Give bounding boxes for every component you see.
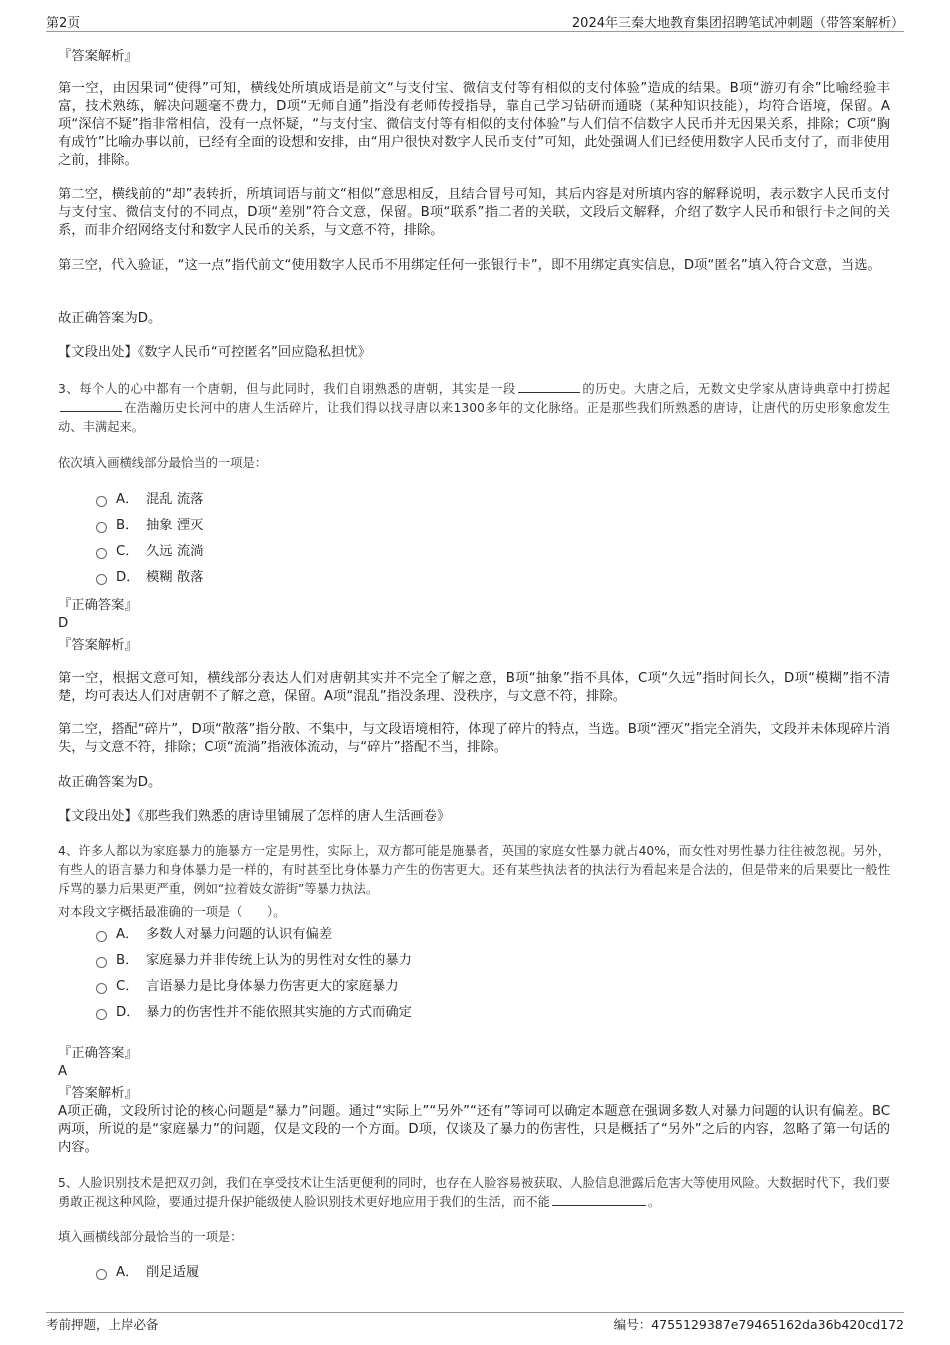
footer-slogan: 考前押题，上岸必备 (46, 1317, 159, 1332)
option-text: 削足适履 (146, 1265, 200, 1280)
q4-option-b[interactable] (96, 952, 412, 970)
option-text: 暴力的伤害性并不能依照其实施的方式而确定 (146, 1005, 412, 1020)
option-letter: D． (116, 1005, 140, 1020)
q2-source: 【文段出处】《数字人民币“可控匿名”回应隐私担忧》 (58, 345, 371, 360)
q3-answer-label: 『正确答案』 (58, 598, 138, 613)
q5-stem (58, 1174, 890, 1212)
q4-stem: 4、许多人都以为家庭暴力的施暴方一定是男性，实际上，双方都可能是施暴者，英国的家庭女性暴力就占40%，而女性对男性暴力往往被忽视。另外，有些人的语言暴力和身体暴力是一样的，有时甚至比身体暴力产生的伤害更大。还有某些执法者的执法行为看起来是合法的，但是带来的后果要比一般性斥骂的暴力后果更严重，例如“拉着妓女游街”等暴力执法。 (58, 844, 890, 896)
q3-option-c[interactable] (96, 543, 203, 561)
radio-icon[interactable] (96, 983, 107, 994)
q4-instruction: 对本段文字概括最准确的一项是（ ）。 (58, 905, 286, 919)
q4-option-a[interactable] (96, 926, 332, 944)
option-text: 模糊 散落 (146, 570, 204, 585)
option-text: 抽象 湮灭 (146, 518, 204, 533)
q4-option-c[interactable] (96, 978, 399, 996)
radio-icon[interactable] (96, 496, 107, 507)
q3-option-b[interactable] (96, 517, 203, 535)
option-text: 混乱 流落 (146, 492, 204, 507)
q3-analysis-p1: 第一空，根据文意可知，横线部分表达人们对唐朝其实并不完全了解之意，B项“抽象”指不具体，C项“久远”指时间长久，D项“模糊”指不清楚，均可表达人们对唐朝不了解之意，保留。A项“混乱”指没条理、没秩序，与文意不符，排除。 (58, 671, 890, 704)
q3-stem-part3: 在浩瀚历史长河中的唐人生活碎片，让我们得以找寻唐以来1300多年的文化脉络。正是那些我们所熟悉的唐诗，让唐代的历史形象愈发生动、丰满起来。 (58, 401, 890, 434)
q4-answer-label: 『正确答案』 (58, 1046, 138, 1061)
q2-analysis-label: 『答案解析』 (58, 49, 138, 64)
q2-analysis-p1: 第一空，由因果词“使得”可知，横线处所填成语是前文“与支付宝、微信支付等有相似的支付体验”造成的结果。B项“游刃有余”比喻经验丰富，技术熟练，解决问题毫不费力，D项“无师自通”指没有老师传授指导，靠自己学习钻研而通晓（某种知识技能），均符合语境，保留。A项“深信不疑”指非常相信，没有一点怀疑，“与支付宝、微信支付等有相似的支付体验”与人们信不信数字人民币并无因果关系，排除；C项“胸有成竹”比喻办事以前，已经有全面的设想和安排，由“用户很快对数字人民币支付”可知，此处强调人们已经使用数字人民币支付了，而非使用之前，排除。 (58, 81, 890, 168)
option-letter: A． (116, 1265, 139, 1280)
q5-blank (552, 1193, 646, 1206)
document-serial: 编号：4755129387e79465162da36b420cd172 (613, 1317, 904, 1332)
q3-conclusion: 故正确答案为D。 (58, 775, 162, 790)
option-letter: B． (116, 953, 139, 968)
option-letter: C． (116, 544, 139, 559)
q3-option-d[interactable] (96, 569, 203, 587)
q5-stem-part2: 。 (647, 1195, 661, 1209)
radio-icon[interactable] (96, 957, 107, 968)
document-title: 2024年三秦大地教育集团招聘笔试冲刺题（带答案解析） (571, 16, 904, 31)
radio-icon[interactable] (96, 1269, 107, 1280)
q3-analysis-label: 『答案解析』 (58, 638, 138, 653)
q5-option-a[interactable] (96, 1264, 199, 1282)
option-text: 家庭暴力并非传统上认为的男性对女性的暴力 (146, 953, 412, 968)
q3-stem-part2: 的历史。大唐之后，无数文史学家从唐诗典章中打捞起 (581, 382, 890, 396)
radio-icon[interactable] (96, 574, 107, 585)
option-letter: D． (116, 570, 140, 585)
radio-icon[interactable] (96, 522, 107, 533)
q3-blank-2 (60, 399, 122, 412)
q4-option-d[interactable] (96, 1004, 412, 1022)
q4-answer: A (58, 1064, 68, 1079)
page-number: 第2页 (46, 16, 81, 31)
q2-conclusion: 故正确答案为D。 (58, 311, 162, 326)
q3-instruction: 依次填入画横线部分最恰当的一项是： (58, 456, 268, 470)
option-letter: A． (116, 492, 139, 507)
q3-source: 【文段出处】《那些我们熟悉的唐诗里铺展了怎样的唐人生活画卷》 (58, 809, 451, 824)
footer-divider (46, 1312, 904, 1313)
option-text: 久远 流淌 (146, 544, 204, 559)
q5-stem-part1: 5、人脸识别技术是把双刃剑，我们在享受技术让生活更便利的同时，也存在人脸容易被获取、人脸信息泄露后危害大等使用风险。大数据时代下，我们要勇敢正视这种风险，要通过提升保护能级使人脸识别技术更好地应用于我们的生活，而不能 (58, 1176, 890, 1209)
q5-instruction: 填入画横线部分最恰当的一项是： (58, 1230, 243, 1244)
q4-analysis: A项正确，文段所讨论的核心问题是“暴力”问题。通过“实际上”“另外”“还有”等词可以确定本题意在强调多数人对暴力问题的认识有偏差。BC两项，所说的是“家庭暴力”的问题，仅是文段的一个方面。D项，仅谈及了暴力的伤害性，只是概括了“另外”之后的内容，忽略了第一句话的内容。 (58, 1104, 890, 1155)
radio-icon[interactable] (96, 548, 107, 559)
radio-icon[interactable] (96, 1009, 107, 1020)
header-divider (46, 31, 904, 32)
option-text: 多数人对暴力问题的认识有偏差 (146, 927, 333, 942)
q3-blank-1 (518, 380, 580, 393)
q3-option-a[interactable] (96, 491, 203, 509)
option-letter: B． (116, 518, 139, 533)
q3-answer: D (58, 616, 69, 631)
q2-analysis-p2: 第二空，横线前的“却”表转折，所填词语与前文“相似”意思相反，且结合冒号可知，其后内容是对所填内容的解释说明，表示数字人民币支付与支付宝、微信支付的不同点，D项“差别”符合文意，保留。B项“联系”指二者的关联，文段后文解释，介绍了数字人民币和银行卡之间的关系，而非介绍网络支付和数字人民币的关系，与文意不符，排除。 (58, 187, 890, 238)
q4-analysis-label: 『答案解析』 (58, 1086, 138, 1101)
option-letter: A． (116, 927, 139, 942)
q3-stem (58, 380, 890, 437)
radio-icon[interactable] (96, 931, 107, 942)
option-letter: C． (116, 979, 139, 994)
q3-analysis-p2: 第二空，搭配“碎片”，D项“散落”指分散、不集中，与文段语境相符，体现了碎片的特点，当选。B项“湮灭”指完全消失，文段并未体现碎片消失，与文意不符，排除；C项“流淌”指液体流动，与“碎片”搭配不当，排除。 (58, 722, 890, 755)
q3-stem-part1: 3、每个人的心中都有一个唐朝，但与此同时，我们自诩熟悉的唐朝，其实是一段 (58, 382, 516, 396)
option-text: 言语暴力是比身体暴力伤害更大的家庭暴力 (146, 979, 399, 994)
q2-analysis-p3: 第三空，代入验证，“这一点”指代前文“使用数字人民币不用绑定任何一张银行卡”，即不用绑定真实信息，D项“匿名”填入符合文意，当选。 (58, 258, 881, 273)
